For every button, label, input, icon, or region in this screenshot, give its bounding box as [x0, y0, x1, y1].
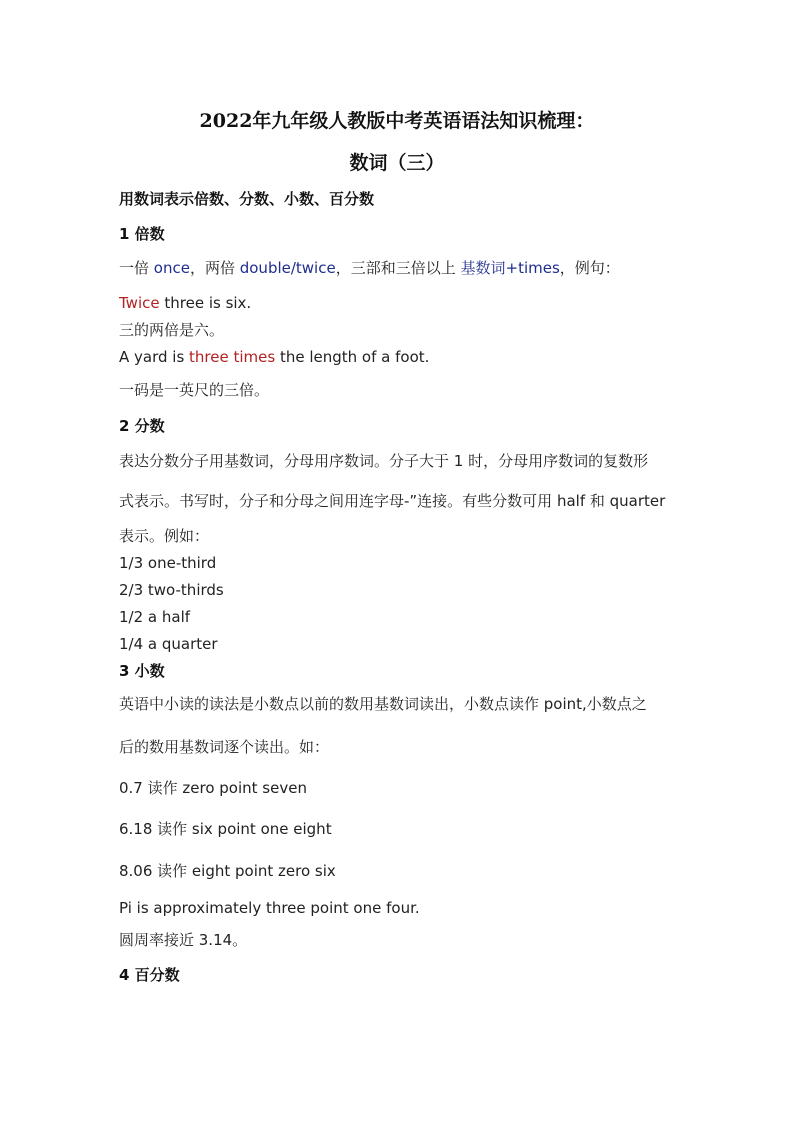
- example-yard-translation: 一码是一英尺的三倍。: [119, 381, 270, 399]
- rule-once: once: [153, 259, 190, 277]
- fractions-para-line3: 表示。例如：: [119, 527, 210, 545]
- example-twice-highlight: Twice: [119, 294, 160, 312]
- section-heading-multiples: 1 倍数: [119, 225, 165, 243]
- fraction-example: 1/3 one-third: [119, 554, 217, 572]
- example-twice-rest: three is six.: [159, 294, 252, 312]
- example-yard: [119, 347, 429, 367]
- example-yard-highlight: three times: [189, 348, 276, 366]
- example-twice-translation: 三的两倍是六。: [119, 321, 225, 339]
- document-title: 2022年九年级人教版中考英语语法知识梳理：: [199, 110, 595, 132]
- example-yard-post: the length of a foot.: [275, 348, 430, 366]
- fraction-example: 2/3 two-thirds: [119, 581, 224, 599]
- fractions-para-line2: 式表示。书写时，分子和分母之间用连字母-”连接。有些分数可用 half 和 quarter: [119, 492, 666, 510]
- fraction-example: 1/4 a quarter: [119, 635, 218, 653]
- decimal-sentence-translation: 圆周率接近 3.14。: [119, 931, 248, 949]
- section-heading-percentages: 4 百分数: [119, 966, 180, 984]
- decimal-sentence: Pi is approximately three point one four.: [119, 899, 420, 917]
- rule-text-4: ，例句：: [559, 259, 620, 277]
- decimal-example: 6.18 读作 six point one eight: [119, 820, 332, 838]
- intro-heading: 用数词表示倍数、分数、小数、百分数: [119, 190, 375, 208]
- rule-text-2: ，两倍: [189, 259, 240, 277]
- example-yard-pre: A yard is: [119, 348, 190, 366]
- decimals-para-line1: 英语中小读的读法是小数点以前的数用基数词读出，小数点读作 point,小数点之: [119, 695, 647, 713]
- multiples-rule: [119, 258, 620, 278]
- fractions-para-line1: 表达分数分子用基数词，分母用序数词。分子大于 1 时，分母用序数词的复数形: [119, 452, 649, 470]
- section-heading-fractions: 2 分数: [119, 417, 165, 435]
- rule-double: double/twice: [239, 259, 336, 277]
- document-subtitle: 数词（三）: [349, 152, 445, 174]
- fraction-example: 1/2 a half: [119, 608, 191, 626]
- example-twice: [119, 293, 251, 313]
- decimal-example: 8.06 读作 eight point zero six: [119, 862, 336, 880]
- decimal-example: 0.7 读作 zero point seven: [119, 779, 307, 797]
- rule-formula: 基数词+times: [460, 259, 560, 277]
- section-heading-decimals: 3 小数: [119, 662, 165, 680]
- rule-text-1: 一倍: [119, 259, 154, 277]
- decimals-para-line2: 后的数用基数词逐个读出。如：: [119, 738, 330, 756]
- rule-text-3: ，三部和三倍以上: [335, 259, 461, 277]
